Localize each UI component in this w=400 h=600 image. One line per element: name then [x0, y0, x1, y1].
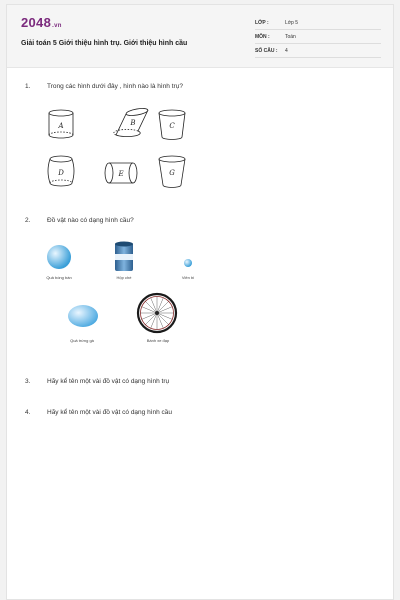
meta-key: MÔN :: [255, 34, 270, 40]
page-title: Giải toán 5 Giới thiệu hình trụ. Giới thiệu hình cầu: [21, 40, 188, 47]
bicycle-wheel-icon: [138, 294, 176, 332]
question-text: Hãy kể tên một vài đồ vật có dạng hình trụ: [47, 378, 170, 385]
caption-tea-tin: Hộp chè: [116, 275, 132, 280]
question-text: Đồ vật nào có dạng hình cầu?: [47, 217, 134, 224]
meta-row-count: [255, 46, 381, 58]
meta-value: Lớp 5: [285, 20, 299, 26]
logo-suffix: .vn: [52, 23, 62, 29]
meta-row-subject: [255, 32, 381, 44]
shape-label: A: [58, 122, 64, 130]
shape-label: D: [58, 169, 64, 177]
meta-key: LỚP :: [255, 20, 269, 26]
worksheet-header: [7, 5, 393, 68]
shape-label: C: [169, 122, 175, 130]
q2-row2-figures: [63, 292, 183, 336]
question-number: 3.: [25, 378, 31, 385]
question-text: Trong các hình dưới đây , hình nào là hình trụ?: [47, 83, 183, 90]
site-logo[interactable]: [21, 15, 62, 30]
worksheet: [6, 4, 394, 600]
question-1: [25, 83, 183, 90]
tea-tin-icon: [115, 242, 133, 272]
meta-key: SỐ CÂU :: [255, 48, 278, 54]
question-2: [25, 217, 134, 224]
caption-bicycle-wheel: Bánh xe đạp: [146, 338, 170, 343]
question-text: Hãy kể tên một vài đồ vật có dạng hình cầu: [47, 409, 173, 416]
q1-shapes-figure: [37, 103, 207, 195]
question-3: [25, 378, 169, 385]
meta-row-class: [255, 18, 381, 30]
shape-label: G: [169, 169, 175, 177]
caption-egg: Quả trứng gà: [70, 338, 94, 343]
logo-text: 2048: [21, 15, 52, 30]
shape-label: E: [118, 170, 124, 178]
question-number: 4.: [25, 409, 31, 416]
meta-value: Toán: [285, 34, 296, 40]
q2-row1-figures: [43, 239, 193, 275]
question-number: 2.: [25, 217, 31, 224]
shape-label: B: [130, 119, 136, 127]
caption-marble: Viên bi: [181, 275, 195, 280]
marble-icon: [184, 259, 192, 267]
question-4: [25, 409, 172, 416]
ping-pong-ball-icon: [47, 245, 71, 269]
caption-ping-pong-ball: Quả bóng bàn: [46, 275, 72, 280]
question-number: 1.: [25, 83, 31, 90]
egg-icon: [68, 305, 98, 327]
meta-value: 4: [285, 48, 288, 54]
